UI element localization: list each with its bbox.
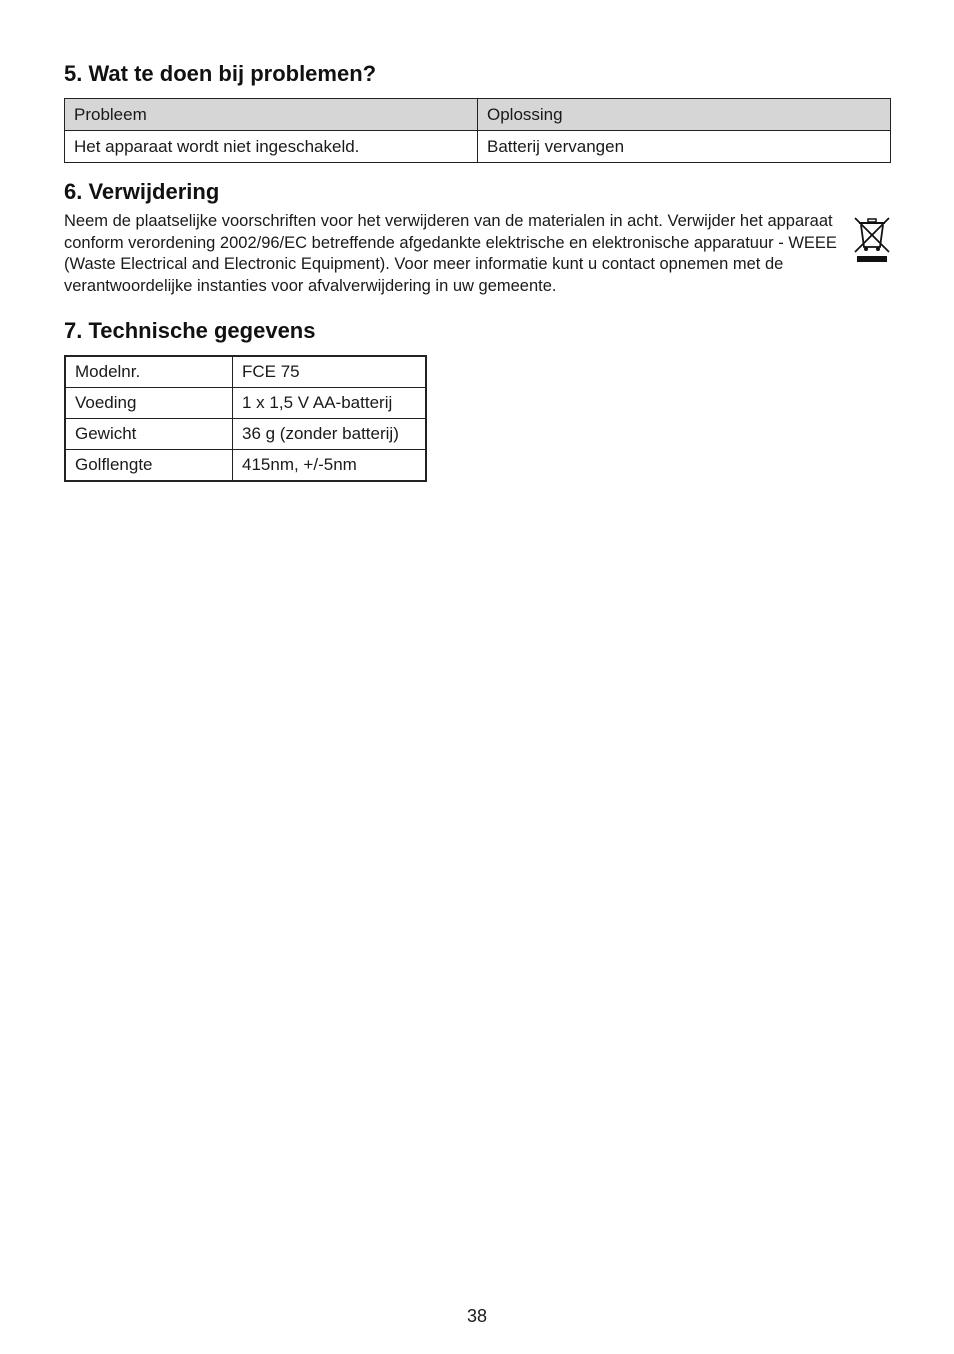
specs-table — [64, 355, 427, 482]
table-header-cell: Probleem — [65, 99, 478, 131]
table-row — [65, 419, 426, 450]
weee-crossed-bin-icon — [853, 214, 891, 264]
section-title-disposal: 6. Verwijdering — [64, 179, 220, 204]
problems-table — [64, 98, 891, 163]
table-row — [65, 388, 426, 419]
table-row — [65, 356, 426, 388]
table-cell: Batterij vervangen — [478, 131, 891, 163]
spec-value: 415nm, +/-5nm — [233, 450, 427, 482]
table-header-row — [65, 99, 891, 131]
disposal-paragraph: Neem de plaatselijke voorschriften voor het verwijderen van de materialen in acht. Verwijder het apparaat conform verordening 2002/96/EC betreffende afgedankte elektrische en elektronische apparatuur - WEEE (Waste Electrical and Electronic Equipment). Voor meer informatie kunt u contact opnemen met de verantwoordelijke instanties voor afvalverwijdering in uw gemeente. — [64, 212, 837, 296]
spec-value: 1 x 1,5 V AA-batterij — [233, 388, 427, 419]
table-header-cell: Oplossing — [478, 99, 891, 131]
spec-label: Golflengte — [65, 450, 233, 482]
section-title-problems: 5. Wat te doen bij problemen? — [64, 61, 377, 86]
spec-label: Voeding — [65, 388, 233, 419]
spec-value: 36 g (zonder batterij) — [233, 419, 427, 450]
table-row — [65, 450, 426, 482]
spec-label: Modelnr. — [65, 356, 233, 388]
spec-label: Gewicht — [65, 419, 233, 450]
spec-value: FCE 75 — [233, 356, 427, 388]
section-title-specs: 7. Technische gegevens — [64, 318, 316, 343]
table-cell: Het apparaat wordt niet ingeschakeld. — [65, 131, 478, 163]
page-number: 38 — [466, 1306, 488, 1326]
table-row — [65, 131, 891, 163]
